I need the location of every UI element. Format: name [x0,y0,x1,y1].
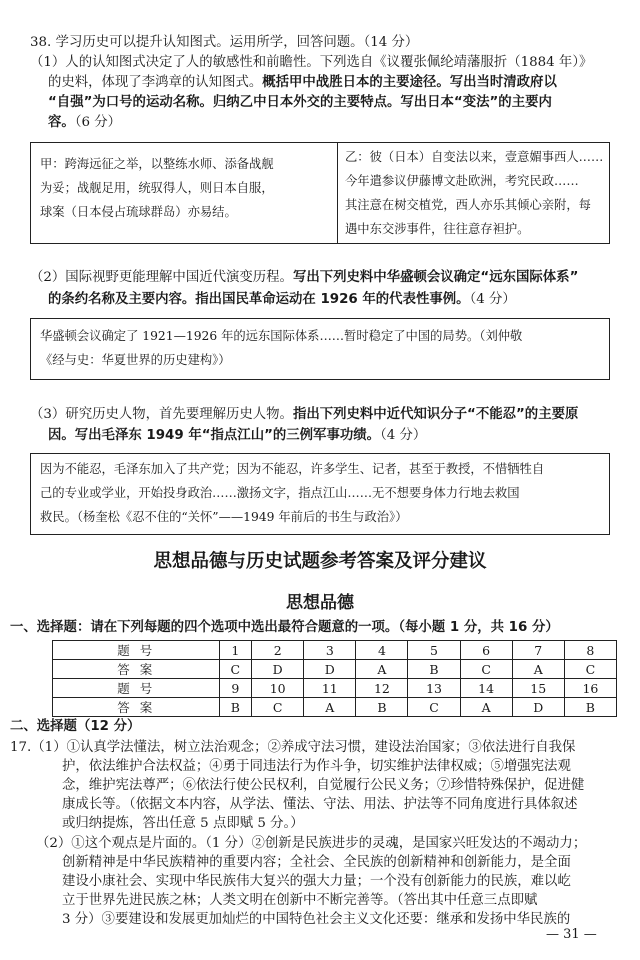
table-cell: 4 [356,641,408,660]
answers-title: 思想品德与历史试题参考答案及评分建议 [153,551,487,572]
table-cell: A [356,660,408,679]
q38-part1-line3: “自强”为口号的运动名称。归纳乙中日本外交的主要特点。写出日本“变法”的主要内 [48,95,552,110]
source-yi-line: 遇中东交涉事件，往往意存袒护。 [345,222,530,236]
q38-part2-line1: （2）国际视野更能理解中国近代演变历程。写出下列史料中华盛顿会议确定“远东国际体系” [30,270,579,285]
answer-17-1-line: 念，维护宪法尊严；⑥依法行使公民权利，自觉履行公民义务；⑦珍惜特殊保护，促进健 [62,778,585,793]
table-header-cell: 题号 [53,679,220,698]
q38-part1-line2: 的史料，体现了李鸿章的认知图式。概括甲中战胜日本的主要途径。写出当时清政府以 [48,75,557,90]
section2-heading: 二、选择题（12 分） [10,719,141,734]
table-row [53,698,617,717]
table-cell: 9 [219,679,252,698]
answer-17-2-line: 创新精神是中华民族精神的重要内容；全社会、全民族的创新精神和创新能力，是全面 [62,855,571,870]
answers-subtitle: 思想品德 [286,593,354,613]
source-part2-line: 《经与史：华夏世界的历史建构》） [40,353,231,367]
table-cell: 10 [252,679,304,698]
answer-17-1-line: 或归纳提炼，答出任意 5 点即赋 5 分。） [62,816,304,831]
table-cell: 16 [564,679,616,698]
table-cell: B [564,698,616,717]
table-cell: 13 [408,679,460,698]
q38-part1-line1: （1）人的认知图式决定了人的敏感性和前瞻性。下列选自《议覆张佩纶靖藩服折（1884 年）》 [30,55,593,70]
table-cell: B [356,698,408,717]
table-row [53,660,617,679]
table-cell: D [304,660,356,679]
source-yi-line: 今年遣参议伊藤博文赴欧洲，考究民政…… [345,174,579,188]
page-number: — 31 — [546,927,597,942]
table-cell: D [252,660,304,679]
table-cell: 3 [304,641,356,660]
source-yi-line: 乙：彼（日本）自变法以来，壹意媚事西人…… [345,150,604,164]
table-cell: 5 [408,641,460,660]
section1-heading: 一、选择题：请在下列每题的四个选项中选出最符合题意的一项。（每小题 1 分，共 16 分） [10,620,559,635]
table-cell: A [304,698,356,717]
table-header-cell: 答案 [53,698,220,717]
source-jia-line: 甲：跨海远征之举，以整练水师、添备战舰 [40,157,274,171]
source-part3-line: 救民。（杨奎松《忍不住的“关怀”——1949 年前后的书生与政治》） [40,510,408,524]
q38-part1-line4: 容。（6 分） [48,115,122,130]
q38-part3-line2: 因。写出毛泽东 1949 年“指点江山”的三例军事功绩。（4 分） [48,428,427,443]
q38-stem: 38. 学习历史可以提升认知图式。运用所学，回答问题。（14 分） [30,35,419,50]
table-cell: C [564,660,616,679]
answer-17-1-line: 17.（1）①认真学法懂法，树立法治观念；②养成守法习惯，建设法治国家；③依法进行自我保 [10,740,576,755]
table-cell: 11 [304,679,356,698]
table-cell: 12 [356,679,408,698]
table-cell: C [219,660,252,679]
table-cell: 7 [512,641,564,660]
source-part3-line: 己的专业或学业，开始投身政治……激扬文字，指点江山……无不想要身体力行地去救国 [40,486,520,500]
table-cell: 15 [512,679,564,698]
table-cell: 1 [219,641,252,660]
table-cell: D [512,698,564,717]
table-cell: 8 [564,641,616,660]
table-header-cell: 答案 [53,660,220,679]
q38-part2-line2: 的条约名称及主要内容。指出国民革命运动在 1926 年的代表性事例。（4 分） [48,292,516,307]
source-jia-line: 为妥；战舰足用，统驭得人，则日本自服， [40,181,274,195]
table-cell: C [460,660,512,679]
table-cell: B [408,660,460,679]
table-cell: B [219,698,252,717]
answer-17-2-line: 立于世界先进民族之林；人类文明在创新中不断完善等。（答出其中任意三点即赋 [62,893,538,908]
answer-17-1-line: 康成长等。（依据文本内容，从学法、懂法、守法、用法、护法等不同角度进行具体叙述 [62,797,578,812]
answer-17-2-line: （2）①这个观点是片面的。（1 分）②创新是民族进步的灵魂，是国家兴旺发达的不竭动力； [36,836,587,851]
source-part2-line: 华盛顿会议确定了 1921—1926 年的远东国际体系……暂时稳定了中国的局势。（刘仲敬 [40,329,523,343]
table-cell: A [512,660,564,679]
table-cell: C [252,698,304,717]
answer-17-1-line: 护，依法维护合法权益；④勇于同违法行为作斗争，切实维护法律权威；⑤增强宪法观 [62,759,571,774]
q38-part3-line1: （3）研究历史人物，首先要理解历史人物。指出下列史料中近代知识分子“不能忍”的主要原 [30,407,579,422]
source-part3-line: 因为不能忍，毛泽东加入了共产党；因为不能忍，许多学生、记者，甚至于教授，不惜牺牲自 [40,462,545,476]
table-cell: C [408,698,460,717]
table-cell: 6 [460,641,512,660]
source-yi-line: 其注意在树交植党，西人亦乐其倾心亲附，每 [345,198,591,212]
table-header-cell: 题号 [53,641,220,660]
table-cell: A [460,698,512,717]
table-row [53,641,617,660]
answer-table [52,640,617,717]
source-jia-line: 球案（日本侵占琉球群岛）亦易结。 [40,205,237,219]
answer-17-2-line: 3 分）③要建设和发展更加灿烂的中国特色社会主义文化还要：继承和发扬中华民族的 [62,912,571,927]
table-cell: 2 [252,641,304,660]
answer-17-2-line: 建设小康社会、实现中华民族伟大复兴的强大力量；一个没有创新能力的民族，难以屹 [62,874,571,889]
box-divider [337,143,338,243]
table-row [53,679,617,698]
table-cell: 14 [460,679,512,698]
